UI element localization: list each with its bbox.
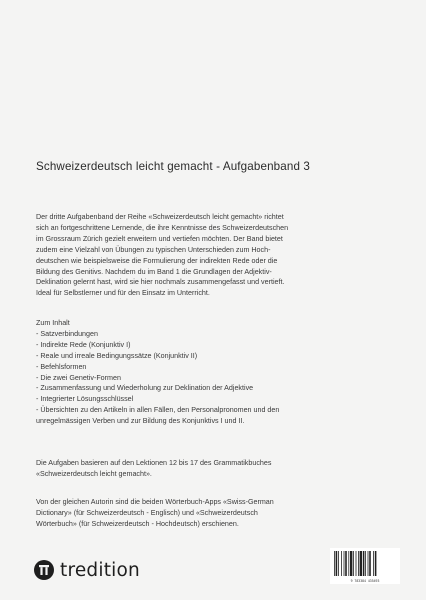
description-line: Ideal für Selbstlerner und für den Einsatz im Unterricht. xyxy=(36,289,210,298)
barcode-bar xyxy=(344,551,345,576)
paragraph-line: Die Aufgaben basieren auf den Lektionen 12 bis 17 des Grammatikbuches xyxy=(36,459,272,467)
apps-paragraph xyxy=(36,497,398,530)
description-line: Der dritte Aufgabenband der Reihe «Schweizerdeutsch leicht gemacht» richtet xyxy=(36,213,284,221)
contents-item: - Die zwei Genetiv-Formen xyxy=(36,373,121,382)
barcode-bar xyxy=(348,551,349,576)
barcode-bar xyxy=(336,551,338,576)
barcode-bar xyxy=(358,551,359,576)
paragraph-line: «Schweizerdeutsch leicht gemacht». xyxy=(36,469,152,478)
description-line: zudem eine Vielzahl von Übungen zu typischen Unterschieden zum Hoch- xyxy=(36,245,271,254)
contents-item: - Integrierter Lösungsschlüssel xyxy=(36,395,134,404)
contents-item: - Befehlsformen xyxy=(36,362,87,371)
barcode-bar xyxy=(360,551,362,576)
paragraph-line: Von der gleichen Autorin sind die beiden Wörterbuch-Apps «Swiss-German xyxy=(36,498,274,506)
contents-item: unregelmässigen Verben und zur Bildung des Konjunktivs I und II. xyxy=(36,417,245,426)
contents-item: - Zusammenfassung und Wiederholung zur Deklination der Adjektive xyxy=(36,384,254,393)
description-line: im Grossraum Zürich gezielt erweitern und vertiefen möchten. Der Band bietet xyxy=(36,234,283,243)
barcode-bar xyxy=(338,551,339,576)
barcode-bar xyxy=(353,551,354,576)
description-line: sich an fortgeschrittene Lernende, die ihre Kenntnisse des Schweizerdeutschen xyxy=(36,223,289,232)
contents-list xyxy=(36,329,398,427)
contents-heading: Zum Inhalt xyxy=(36,319,70,327)
publisher-logo xyxy=(34,556,140,584)
contents-item: - Reale und irreale Bedingungssätze (Konjunktiv II) xyxy=(36,351,198,360)
contents-item: - Übersichten zu den Artikeln in allen Fällen, den Personalpronomen und den xyxy=(36,406,280,415)
barcode-bar xyxy=(341,551,342,576)
barcode-bar xyxy=(356,551,357,576)
barcode-number: 9 783384 435493 xyxy=(350,579,380,583)
barcode-bar xyxy=(365,551,366,576)
publisher-name: tredition xyxy=(60,559,140,581)
barcode-bar xyxy=(345,551,347,576)
barcode-bar xyxy=(375,551,377,576)
contents-item: - Indirekte Rede (Konjunktiv I) xyxy=(36,340,131,349)
isbn-barcode xyxy=(330,548,400,584)
tredition-logo-icon xyxy=(34,560,54,580)
description-line: Deklination gelernt hast, wird sie hier nochmals zusammengefasst und vertieft. xyxy=(36,278,285,287)
barcode-bar xyxy=(369,551,371,576)
description-line: deutschen wie beispielsweise die Formulierung der indirekten Rede oder die xyxy=(36,256,278,265)
paragraph-line: Dictionary» (für Schweizerdeutsch - Englisch) und «Schweizerdeutsch xyxy=(36,508,258,517)
paragraph-line: Wörterbuch» (für Schweizerdeutsch - Hochdeutsch) erschienen. xyxy=(36,519,239,528)
barcode-bar xyxy=(350,551,352,576)
barcode-bar xyxy=(334,551,335,576)
barcode-bar xyxy=(368,551,369,576)
lessons-paragraph xyxy=(36,458,398,480)
barcode-icon xyxy=(330,548,400,578)
contents-section xyxy=(36,318,398,427)
back-cover-title: Schweizerdeutsch leicht gemacht - Aufgabenband 3 xyxy=(36,160,311,173)
barcode-bar xyxy=(363,551,365,576)
contents-item: - Satzverbindungen xyxy=(36,329,98,338)
description-line: Bildung des Genitivs. Nachdem du im Band 1 die Grundlagen der Adjektiv- xyxy=(36,267,272,276)
description-paragraph xyxy=(36,212,398,299)
barcode-bar xyxy=(373,551,374,576)
